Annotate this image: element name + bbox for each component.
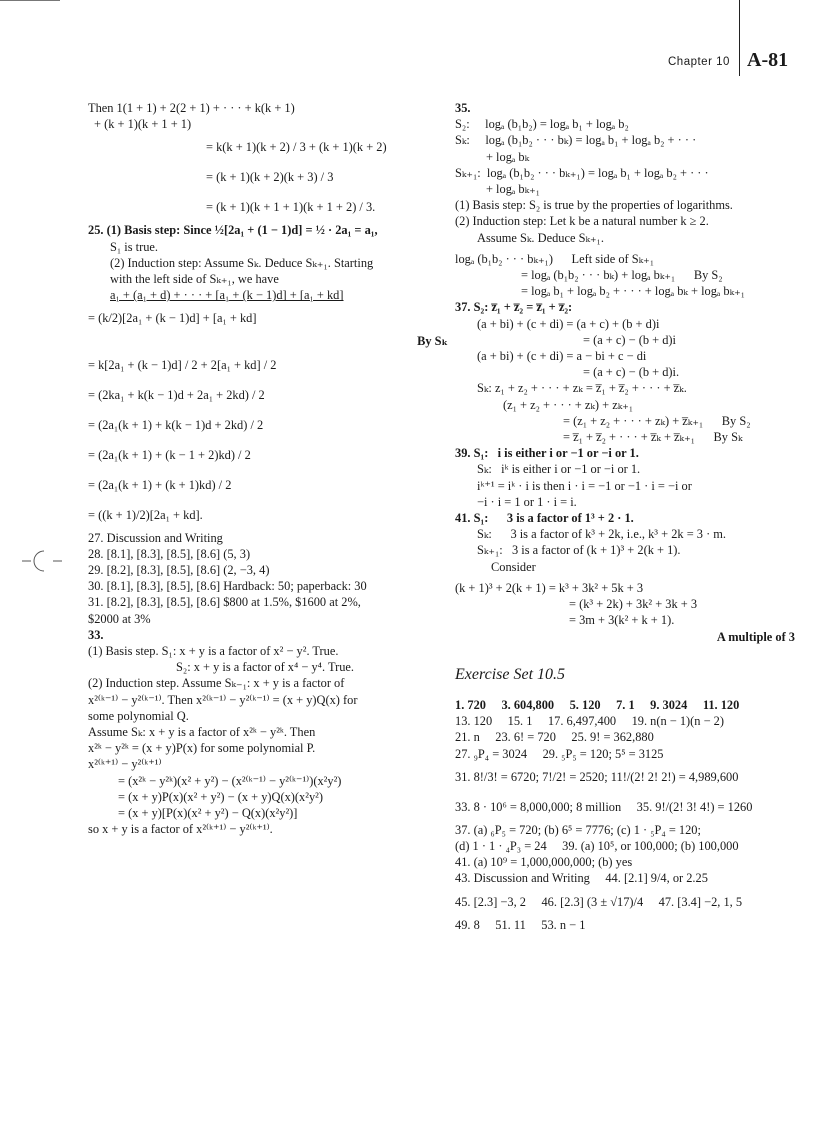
exercise-answer-line: 41. (a) 10⁹ = 1,000,000,000; (b) yes <box>455 855 633 870</box>
answer-line: $2000 at 3% <box>88 611 151 626</box>
exercise-answer-line: 33. 8 · 10⁶ = 8,000,000; 8 million 35. 9!/(2! 3! 4!) = 1260 <box>455 799 753 814</box>
answer-line: S₁ is true. <box>110 239 159 254</box>
answer-line: = (x + y)P(x)(x² + y²) − (x + y)Q(x)(x²y²) <box>118 789 323 804</box>
right-column <box>455 100 795 933</box>
chapter-label: Chapter 10 <box>668 56 730 68</box>
answer-annotation: By Sₖ <box>417 334 448 349</box>
answer-line: 41. S₁: 3 is a factor of 1³ + 2 · 1. <box>455 511 634 526</box>
answer-line: Sₖ: logₐ (b₁b₂ · · · bₖ) = logₐ b₁ + logₐ b₂ + · · · <box>455 133 697 148</box>
answer-line: Assume Sₖ: x + y is a factor of x²ᵏ − y²ᵏ. Then <box>88 725 316 740</box>
left-column <box>88 100 448 837</box>
answer-annotation: A multiple of 3 <box>716 629 795 644</box>
answer-line: 29. [8.2], [8.3], [8.5], [8.6] (2, −3, 4) <box>88 563 270 578</box>
answer-line: + logₐ bₖ <box>455 149 530 164</box>
answer-line: 27. Discussion and Writing <box>88 530 223 545</box>
answer-line: (2) Induction step: Assume Sₖ. Deduce Sₖ₊₁. Starting <box>110 255 374 270</box>
answer-line: Sₖ: 3 is a factor of k³ + 2k, i.e., k³ + 2k = 3 · m. <box>477 527 727 542</box>
answer-line: = (2ka₁ + k(k − 1)d + 2a₁ + 2kd) / 2 <box>88 387 265 402</box>
exercise-answer-line: 27. ₉P₄ = 3024 29. ₅P₅ = 120; 5⁵ = 3125 <box>455 746 664 761</box>
exercise-answer-line: (d) 1 · 1 · ₄P₃ = 24 39. (a) 10⁵, or 100,000; (b) 100,000 <box>455 838 739 853</box>
answer-line: = (x + y)[P(x)(x² + y²) − Q(x)(x²y²)] <box>118 806 298 821</box>
answer-line: a₁ + (a₁ + d) + · · · + [a₁ + (k − 1)d] + [a₁ + kd] <box>110 288 344 303</box>
answer-line: iᵏ⁺¹ = iᵏ · i is then i · i = −1 or −1 · i = −i or <box>477 478 692 493</box>
answer-line: = (k + 1)(k + 1 + 1)(k + 1 + 2) / 3. <box>206 200 376 215</box>
header-divider <box>739 0 740 76</box>
answer-line: = 3m + 3(k² + k + 1). <box>569 613 675 628</box>
exercise-answer-line: 13. 120 15. 1 17. 6,497,400 19. n(n − 1)(n − 2) <box>455 714 724 729</box>
answer-line: = k(k + 1)(k + 2) / 3 + (k + 1)(k + 2) <box>206 140 387 155</box>
exercise-answer-line: 45. [2.3] −3, 2 46. [2.3] (3 ± √17)/4 47. [3.4] −2, 1, 5 <box>455 894 743 909</box>
answer-line: = z̅₁ + z̅₂ + · · · + z̅ₖ + z̅ₖ₊₁ By Sₖ <box>563 430 743 445</box>
answer-line: 28. [8.1], [8.3], [8.5], [8.6] (5, 3) <box>88 546 251 561</box>
answer-line: (1) Basis step. S₁: x + y is a factor of x² − y². True. <box>88 644 339 659</box>
answer-line: + logₐ bₖ₊₁ <box>455 182 540 197</box>
exercise-answer-line: 37. (a) ₆P₅ = 720; (b) 6⁵ = 7776; (c) 1 · ₅P₄ = 120; <box>455 822 701 837</box>
answer-line: (1) Basis step: S₂ is true by the properties of logarithms. <box>455 198 733 213</box>
exercise-answer-line: 1. 720 3. 604,800 5. 120 7. 1 9. 3024 11. 120 <box>455 697 740 712</box>
answer-line: 31. [8.2], [8.3], [8.5], [8.6] $800 at 1.5%, $1600 at 2%, <box>88 595 361 610</box>
answer-line: 35. <box>455 101 471 115</box>
answer-line: = (k³ + 2k) + 3k² + 3k + 3 <box>569 597 698 612</box>
answer-line: = (2a₁(k + 1) + (k + 1)kd) / 2 <box>88 477 232 492</box>
answer-line: = (a + c) − (b + d)i. <box>583 365 680 380</box>
answer-line: Sₖ: z₁ + z₂ + · · · + zₖ = z̅₁ + z̅₂ + · · · + z̅ₖ. <box>477 381 687 396</box>
answer-line: = (k/2)[2a₁ + (k − 1)d] + [a₁ + kd] <box>88 311 257 326</box>
answer-line: 37. S₂: z̅₁ + z̅₂ = z̅₁ + z̅₂: <box>455 300 573 315</box>
answer-line: = (x²ᵏ − y²ᵏ)(x² + y²) − (x²⁽ᵏ⁻¹⁾ − y²⁽ᵏ⁻¹⁾)(x²y²) <box>118 773 342 788</box>
answer-line: S₂: x + y is a factor of x⁴ − y⁴. True. <box>176 660 355 675</box>
answer-line: (2) Induction step: Let k be a natural number k ≥ 2. <box>455 214 709 229</box>
crop-mark-icon <box>22 548 62 574</box>
answer-line: 33. <box>88 627 104 642</box>
answer-line: 25. (1) Basis step: Since ½[2a₁ + (1 − 1)d] = ½ · 2a₁ = a₁, <box>88 223 378 238</box>
section-title: Exercise Set 10.5 <box>455 665 566 683</box>
answer-line: with the left side of Sₖ₊₁, we have <box>110 272 279 287</box>
answer-line: = k[2a₁ + (k − 1)d] / 2 + 2[a₁ + kd] / 2 <box>88 357 277 372</box>
exercise-answer-line: 49. 8 51. 11 53. n − 1 <box>455 917 586 932</box>
page-number: A-81 <box>747 49 789 71</box>
answer-line: Assume Sₖ. Deduce Sₖ₊₁. <box>477 230 604 245</box>
top-rule <box>0 0 60 1</box>
answer-line: (2) Induction step. Assume Sₖ₋₁: x + y is a factor of <box>88 676 345 691</box>
answer-line: + (k + 1)(k + 1 + 1) <box>94 117 192 132</box>
answer-line: = (z₁ + z₂ + · · · + zₖ) + z̅ₖ₊₁ By S₂ <box>563 413 751 428</box>
answer-line: (a + bi) + (c + di) = (a + c) + (b + d)i <box>477 316 660 331</box>
answer-line: −i · i = 1 or 1 · i = i. <box>477 494 577 509</box>
answer-line: Sₖ: iᵏ is either i or −1 or −i or 1. <box>477 462 641 477</box>
answer-line: = logₐ (b₁b₂ · · · bₖ) + logₐ bₖ₊₁ By S₂ <box>521 268 723 283</box>
answer-line: x²⁽ᵏ⁻¹⁾ − y²⁽ᵏ⁻¹⁾. Then x²⁽ᵏ⁻¹⁾ − y²⁽ᵏ⁻¹⁾ = (x + y)Q(x) for <box>88 692 358 707</box>
answer-line: (a + bi) + (c + di) = a − bi + c − di <box>477 349 647 364</box>
answer-line: 30. [8.1], [8.3], [8.5], [8.6] Hardback: 50; paperback: 30 <box>88 579 367 594</box>
answer-line: Consider <box>491 559 536 574</box>
answer-line: S₂: logₐ (b₁b₂) = logₐ b₁ + logₐ b₂ <box>455 117 629 132</box>
answer-line: so x + y is a factor of x²⁽ᵏ⁺¹⁾ − y²⁽ᵏ⁺¹⁾. <box>88 822 273 837</box>
answer-line: (z₁ + z₂ + · · · + zₖ) + zₖ₊₁ <box>503 397 634 412</box>
answer-line: x²ᵏ − y²ᵏ = (x + y)P(x) for some polynomial P. <box>88 741 316 756</box>
exercise-answer-line: 21. n 23. 6! = 720 25. 9! = 362,880 <box>455 730 654 745</box>
answer-line: = (2a₁(k + 1) + k(k − 1)d + 2kd) / 2 <box>88 417 264 432</box>
answer-line: = (a + c) − (b + d)i <box>583 332 676 347</box>
answer-line: = logₐ b₁ + logₐ b₂ + · · · + logₐ bₖ + logₐ bₖ₊₁ <box>521 284 745 299</box>
answer-line: = ((k + 1)/2)[2a₁ + kd]. <box>88 507 203 522</box>
answer-line: some polynomial Q. <box>88 708 189 723</box>
exercise-answer-line: 43. Discussion and Writing 44. [2.1] 9/4, or 2.25 <box>455 871 708 886</box>
answer-line: Sₖ₊₁: 3 is a factor of (k + 1)³ + 2(k + 1). <box>477 543 681 558</box>
answer-line: 39. S₁: i is either i or −1 or −i or 1. <box>455 446 639 461</box>
answer-line: = (2a₁(k + 1) + (k − 1 + 2)kd) / 2 <box>88 447 251 462</box>
answer-line: Sₖ₊₁: logₐ (b₁b₂ · · · bₖ₊₁) = logₐ b₁ + logₐ b₂ + · · · <box>455 165 709 180</box>
answer-line: (k + 1)³ + 2(k + 1) = k³ + 3k² + 5k + 3 <box>455 580 644 595</box>
answer-line: = (k + 1)(k + 2)(k + 3) / 3 <box>206 170 334 185</box>
answer-line: Then 1(1 + 1) + 2(2 + 1) + · · · + k(k + 1) <box>88 101 295 115</box>
exercise-answer-line: 31. 8!/3! = 6720; 7!/2! = 2520; 11!/(2! 2! 2!) = 4,989,600 <box>455 769 739 784</box>
answer-line: x²⁽ᵏ⁺¹⁾ − y²⁽ᵏ⁺¹⁾ <box>88 757 162 772</box>
answer-line: logₐ (b₁b₂ · · · bₖ₊₁) Left side of Sₖ₊₁ <box>455 251 655 266</box>
